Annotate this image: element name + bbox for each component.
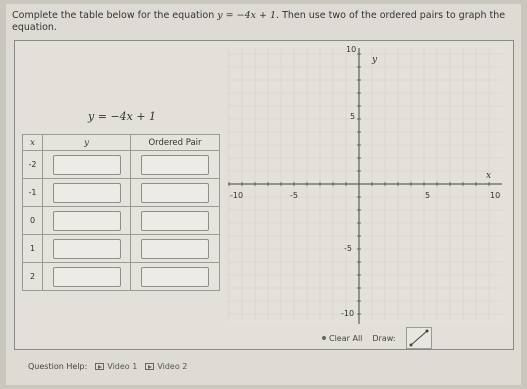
x-axis-label: x xyxy=(486,171,492,181)
pair-column-header: Ordered Pair xyxy=(131,135,220,151)
question-help-label: Question Help: xyxy=(28,362,88,371)
pair-cell xyxy=(131,207,220,235)
video-2-link[interactable] xyxy=(145,362,187,371)
question-prompt xyxy=(12,10,512,34)
question-help xyxy=(28,362,187,371)
x-tick-label: 5 xyxy=(425,191,431,200)
equation-label: y = −4x + 1 xyxy=(88,110,157,123)
x-value: 0 xyxy=(23,207,43,235)
y-tick-label: 5 xyxy=(350,112,356,121)
ordered-pair-input[interactable] xyxy=(141,239,209,259)
clear-all-button[interactable] xyxy=(322,334,362,343)
video-icon xyxy=(145,363,154,370)
table-row xyxy=(23,179,220,207)
y-tick-label: 10 xyxy=(346,45,357,54)
graph-area[interactable] xyxy=(228,44,510,324)
prompt-equation: y = −4x + 1 xyxy=(217,10,277,21)
y-input[interactable] xyxy=(53,155,121,175)
pair-cell xyxy=(131,151,220,179)
video-2-label: Video 2 xyxy=(157,362,188,371)
line-tool-icon xyxy=(407,328,431,348)
x-value: 1 xyxy=(23,235,43,263)
x-value: -1 xyxy=(23,179,43,207)
table-row xyxy=(23,151,220,179)
ordered-pair-input[interactable] xyxy=(141,155,209,175)
y-input[interactable] xyxy=(53,211,121,231)
graph-controls xyxy=(322,327,432,349)
x-tick-label: -10 xyxy=(230,191,244,200)
x-column-header: x xyxy=(23,135,43,151)
pair-cell xyxy=(131,235,220,263)
x-tick-label: -5 xyxy=(290,191,298,200)
y-tick-label: -5 xyxy=(344,244,352,253)
x-tick-label: 10 xyxy=(490,191,501,200)
y-column-header: y xyxy=(43,135,131,151)
clear-all-label: Clear All xyxy=(329,333,363,343)
y-cell xyxy=(43,263,131,291)
y-input[interactable] xyxy=(53,183,121,203)
y-input[interactable] xyxy=(53,239,121,259)
y-cell xyxy=(43,235,131,263)
video-1-link[interactable] xyxy=(95,362,137,371)
y-input[interactable] xyxy=(53,267,121,287)
y-cell xyxy=(43,207,131,235)
values-table xyxy=(22,134,220,291)
draw-label: Draw: xyxy=(372,333,396,343)
ordered-pair-input[interactable] xyxy=(141,211,209,231)
video-icon xyxy=(95,363,104,370)
pair-cell xyxy=(131,263,220,291)
y-cell xyxy=(43,179,131,207)
y-axis-label: y xyxy=(372,55,378,65)
pair-cell xyxy=(131,179,220,207)
table-row xyxy=(23,263,220,291)
video-1-label: Video 1 xyxy=(107,362,138,371)
table-row xyxy=(23,207,220,235)
prompt-text: Complete the table below for the equation xyxy=(12,10,218,21)
ordered-pair-input[interactable] xyxy=(141,267,209,287)
x-value: -2 xyxy=(23,151,43,179)
prompt-text-end: . Then use two of the ordered pairs to graph the equation. xyxy=(12,10,506,33)
draw-line-tool-button[interactable] xyxy=(406,327,432,349)
bullet-icon xyxy=(322,336,326,340)
table-header-row xyxy=(23,135,220,151)
x-value: 2 xyxy=(23,263,43,291)
table-row xyxy=(23,235,220,263)
ordered-pair-input[interactable] xyxy=(141,183,209,203)
y-cell xyxy=(43,151,131,179)
y-tick-label: -10 xyxy=(341,309,355,318)
